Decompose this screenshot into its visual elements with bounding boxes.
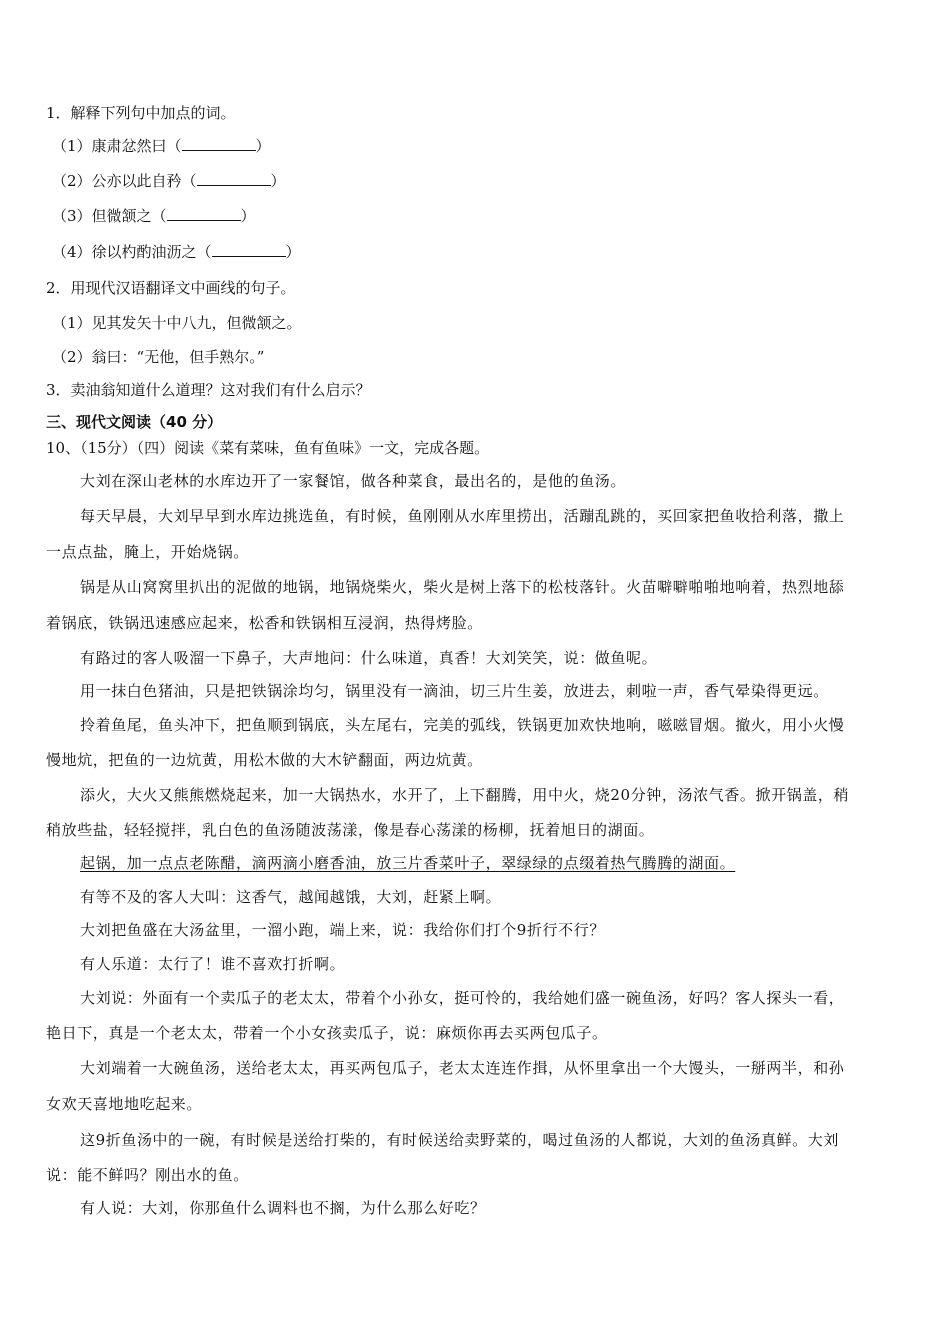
- question-1-item-3: [52, 205, 256, 227]
- question-10-intro: 10、（15分）（四）阅读《菜有菜味，鱼有鱼味》一文，完成各题。: [46, 439, 490, 457]
- passage-line: 这9折鱼汤中的一碗，有时候是送给打柴的，有时候送给卖野菜的，喝过鱼汤的人都说，大刘的鱼汤真鲜。大刘: [80, 1131, 839, 1149]
- question-1-prompt: 1．解释下列句中加点的词。: [46, 104, 236, 122]
- item-close: ）: [255, 137, 271, 155]
- passage-line: 每天早晨，大刘早早到水库边挑选鱼，有时候，鱼刚刚从水库里捞出，活蹦乱跳的，买回家把鱼收拾利落，撒上: [80, 507, 845, 525]
- question-1-item-1: [52, 135, 271, 157]
- passage-line: 有路过的客人吸溜一下鼻子，大声地问：什么味道，真香！大刘笑笑，说：做鱼呢。: [80, 649, 658, 667]
- item-text: （2）公亦以此自矜（: [52, 172, 197, 190]
- answer-blank[interactable]: [182, 136, 256, 151]
- passage-line-underlined: 起锅，加一点点老陈醋，滴两滴小磨香油，放三片香菜叶子，翠绿绿的点缀着热气腾腾的湖面。: [80, 854, 736, 872]
- passage-line: 女欢天喜地地吃起来。: [46, 1095, 203, 1113]
- passage-line: 有等不及的客人大叫：这香气，越闻越饿，大刘，赶紧上啊。: [80, 888, 502, 906]
- item-text: （4）徐以杓酌油沥之（: [52, 243, 212, 261]
- answer-blank[interactable]: [212, 242, 286, 257]
- passage-line: 拎着鱼尾，鱼头冲下，把鱼顺到锅底，头左尾右，完美的弧线，铁锅更加欢快地响，嗞嗞冒烟。撤火，用小火慢: [80, 716, 845, 734]
- passage-line: 稍放些盐，轻轻搅拌，乳白色的鱼汤随波荡漾，像是春心荡漾的杨柳，抚着旭日的湖面。: [46, 821, 655, 839]
- passage-line: 有人说：大刘，你那鱼什么调料也不搁，为什么那么好吃？: [80, 1199, 486, 1217]
- passage-line: 大刘把鱼盛在大汤盆里，一溜小跑，端上来，说：我给你们打个9折行不行？: [80, 921, 605, 939]
- item-text: （3）但微颔之（: [52, 207, 167, 225]
- question-1-item-2: [52, 170, 286, 192]
- answer-blank[interactable]: [167, 206, 241, 221]
- answer-blank[interactable]: [197, 171, 271, 186]
- item-close: ）: [270, 172, 286, 190]
- passage-line: 添火，大火又熊熊燃烧起来，加一大锅热水，水开了，上下翻腾，用中火，烧20分钟，汤浓气香。掀开锅盖，稍: [80, 786, 850, 804]
- question-2-item-1: （1）见其发矢十中八九，但微颔之。: [52, 314, 302, 332]
- item-close: ）: [240, 207, 256, 225]
- passage-line: 着锅底，铁锅迅速感应起来，松香和铁锅相互浸润，热得烤脸。: [46, 614, 483, 632]
- passage-line: 艳日下，真是一个老太太，带着一个小女孩卖瓜子，说：麻烦你再去买两包瓜子。: [46, 1024, 608, 1042]
- passage-line: 说：能不鲜吗？刚出水的鱼。: [46, 1166, 249, 1184]
- question-3-prompt: 3．卖油翁知道什么道理？这对我们有什么启示？: [46, 381, 371, 399]
- passage-line: 锅是从山窝窝里扒出的泥做的地锅，地锅烧柴火，柴火是树上落下的松枝落针。火苗噼噼啪啪地响着，热烈地舔: [80, 578, 845, 596]
- passage-line: 慢地炕，把鱼的一边炕黄，用松木做的大木铲翻面，两边炕黄。: [46, 751, 483, 769]
- passage-line: 大刘说：外面有一个卖瓜子的老太太，带着个小孙女，挺可怜的，我给她们盛一碗鱼汤，好吗？客人探头一看，: [80, 989, 845, 1007]
- section-heading: 三、现代文阅读（40 分）: [46, 413, 223, 431]
- passage-line: 大刘在深山老林的水库边开了一家餐馆，做各种菜食，最出名的，是他的鱼汤。: [80, 472, 627, 490]
- passage-line: 用一抹白色猪油，只是把铁锅涂均匀，锅里没有一滴油，切三片生姜，放进去，刺啦一声，香气晕染得更远。: [80, 682, 829, 700]
- question-2-item-2: （2）翁曰：“无他，但手熟尔。”: [52, 348, 265, 366]
- question-2-prompt: 2．用现代汉语翻译文中画线的句子。: [46, 279, 296, 297]
- passage-line: 有人乐道：太行了！谁不喜欢打折啊。: [80, 955, 346, 973]
- passage-line: 一点点盐，腌上，开始烧锅。: [46, 543, 249, 561]
- question-1-item-4: [52, 241, 301, 263]
- item-text: （1）康肃忿然曰（: [52, 137, 182, 155]
- item-close: ）: [285, 243, 301, 261]
- passage-line: 大刘端着一大碗鱼汤，送给老太太，再买两包瓜子，老太太连连作揖，从怀里拿出一个大馒头，一掰两半，和孙: [80, 1059, 845, 1077]
